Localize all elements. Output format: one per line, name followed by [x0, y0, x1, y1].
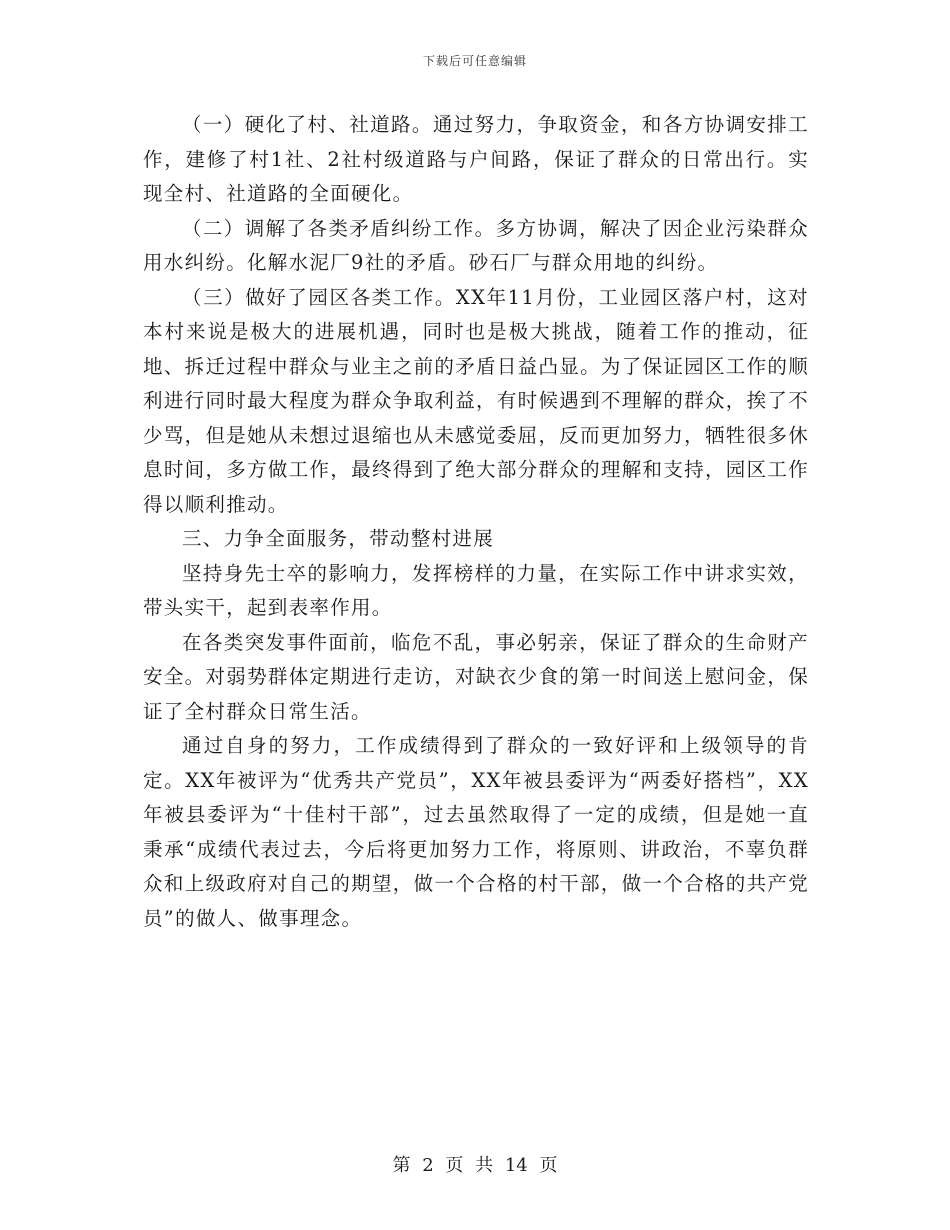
- paragraph-industrial-park: （三）做好了园区各类工作。XX年11月份，工业园区落户村，这对本村来说是极大的进展机遇，同时也是极大挑战，随着工作的推动，征地、拆迁过程中群众与业主之前的矛盾日益凸显。为了保证园区工作的顺利进行同时最大程度为群众争取利益，有时候遇到不理解的群众，挨了不少骂，但是她从未想过退缩也从未感觉委屈，反而更加努力，牺牲很多休息时间，多方做工作，最终得到了绝大部分群众的理解和支持，园区工作得以顺利推动。: [143, 285, 809, 516]
- paragraph-dispute-mediation: （二）调解了各类矛盾纠纷工作。多方协调，解决了因企业污染群众用水纠纷。化解水泥厂9社的矛盾。砂石厂与群众用地的纠纷。: [143, 216, 809, 274]
- page-number-footer: 第 2 页 共 14 页: [392, 1155, 558, 1176]
- paragraph-road-hardening: （一）硬化了村、社道路。通过努力，争取资金，和各方协调安排工作，建修了村1社、2社村级道路与户间路，保证了群众的日常出行。实现全村、社道路的全面硬化。: [143, 113, 809, 205]
- paragraph-leadership-example: 坚持身先士卒的影响力，发挥榜样的力量，在实际工作中讲求实效，带头实干，起到表率作用。: [143, 561, 809, 619]
- paragraph-emergency-response: 在各类突发事件面前，临危不乱，事必躬亲，保证了群众的生命财产安全。对弱势群体定期进行走访，对缺衣少食的第一时间送上慰问金，保证了全村群众日常生活。: [143, 630, 809, 723]
- page-header: 下载后可任意编辑: [422, 54, 527, 68]
- paragraph-achievements: 通过自身的努力，工作成绩得到了群众的一致好评和上级领导的肯定。XX年被评为“优秀共产党员”，XX年被县委评为“两委好搭档”，XX年被县委评为“十佳村干部”，过去虽然取得了一定的成绩，但是她一直秉承“成绩代表过去，今后将更加努力工作，将原则、讲政治，不辜负群众和上级政府对自己的期望，做一个合格的村干部，做一个合格的共产党员”的做人、做事理念。: [143, 734, 809, 930]
- section-heading-service: 三、力争全面服务，带动整村进展: [182, 527, 495, 550]
- document-body: [143, 108, 809, 936]
